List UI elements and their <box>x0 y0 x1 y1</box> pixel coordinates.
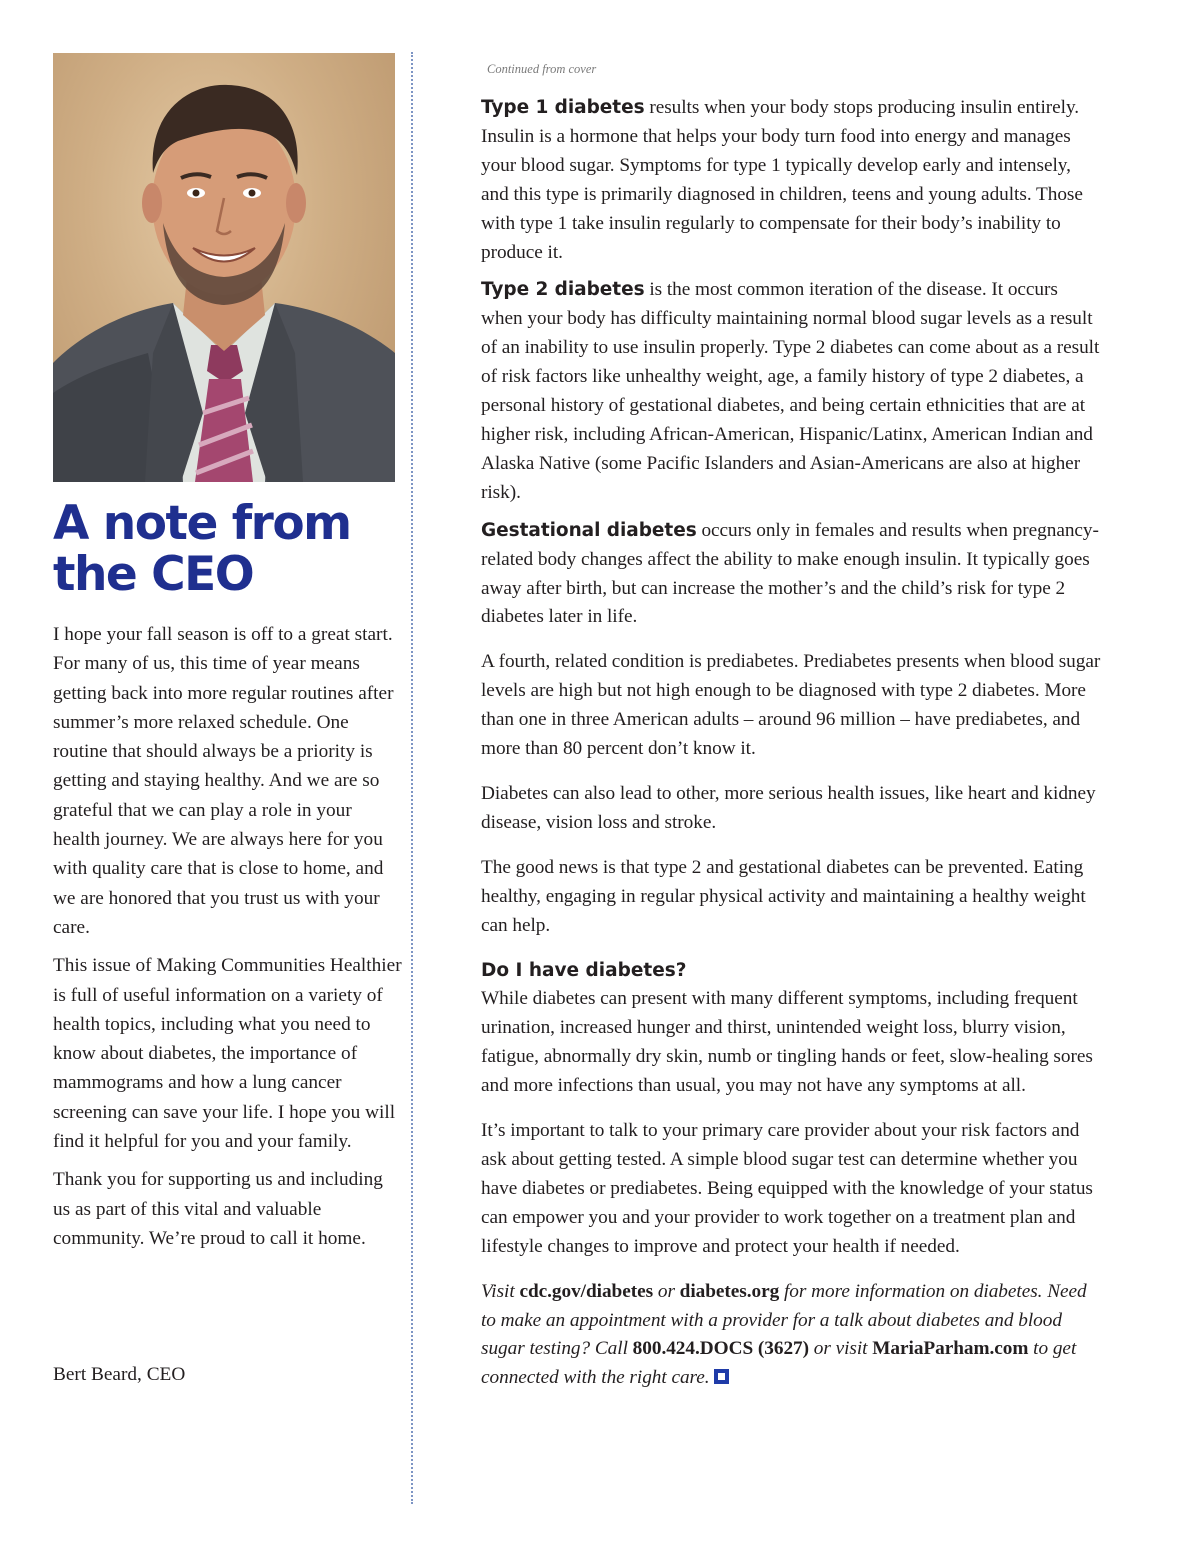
do-i-have-diabetes-heading: Do I have diabetes? <box>481 960 687 982</box>
cta-or-visit: or visit <box>809 1338 873 1360</box>
type1-paragraph <box>481 94 1101 267</box>
ceo-note-body <box>53 620 403 1262</box>
gestational-paragraph <box>481 517 1101 633</box>
ceo-note-title-line2: the CEO <box>53 547 254 602</box>
ceo-paragraph: This issue of Making Communities Healthier is full of useful information on a variety of health topics, including what you need to know about diabetes, the importance of mammograms and how a lung cancer screening can save your life. I hope you will find it helpful for you and your family. <box>53 955 402 1153</box>
ceo-paragraph: I hope your fall season is off to a great start. For many of us, this time of year means getting back into more regular routines after summer’s more relaxed schedule. One routine that should always be a priority is getting and staying healthy. And we are so grateful that we can play a role in your health journey. We are always here for you with quality care that is close to home, and we are honored that you trust us with your care. <box>53 624 394 938</box>
end-of-article-icon <box>714 1369 729 1384</box>
ceo-signature: Bert Beard, CEO <box>53 1364 186 1385</box>
type2-text: is the most common iteration of the disease. It occurs when your body has difficulty maintaining normal blood sugar levels as a result of an inability to use insulin properly. Type 2 diabetes can come about as a result of risk factors like unhealthy weight, age, a family history of type 2 diabetes, a personal history of gestational diabetes, and being certain ethnicities that are at higher risk, including African-American, Hispanic/Latinx, American Indian and Alaska Native (some Pacific Islanders and Asian-Americans are also at higher risk). <box>481 279 1100 503</box>
important-paragraph: It’s important to talk to your primary care provider about your risk factors and ask about getting tested. A simple blood sugar test can determine whether you have diabetes or prediabetes. Being equipped with the knowledge of your status can empower you and your provider to work together on a treatment plan and lifestyle changes to improve and protect your health if needed. <box>481 1120 1093 1257</box>
ceo-note-title-line1: A note from <box>53 496 351 551</box>
type1-lead: Type 1 diabetes <box>481 97 645 118</box>
call-to-action <box>481 1278 1101 1394</box>
symptoms-paragraph: While diabetes can present with many different symptoms, including frequent urination, increased hunger and thirst, unintended weight loss, blurry vision, fatigue, abnormally dry skin, numb or tingling hands or feet, slow-healing sores and more infections than usual, you may not have any symptoms at all. <box>481 988 1093 1097</box>
continued-note: Continued from cover <box>487 62 597 76</box>
mariaparham-link[interactable]: MariaParham.com <box>872 1338 1029 1360</box>
prediabetes-paragraph: A fourth, related condition is prediabetes. Prediabetes presents when blood sugar levels are high but not high enough to be diagnosed with type 2 diabetes. More than one in three American adults – around 96 million – have prediabetes, and more than 80 percent don’t know it. <box>481 651 1101 760</box>
cta-middle: for more information on diabetes. Need to make an appointment with a provider for a talk about diabetes and blood sugar testing? Call <box>481 1280 1087 1360</box>
cdc-link[interactable]: cdc.gov/diabetes <box>519 1280 654 1302</box>
good-news-paragraph: The good news is that type 2 and gestational diabetes can be prevented. Eating healthy, engaging in regular physical activity and maintaining a healthy weight can help. <box>481 856 1086 936</box>
diabetes-article <box>481 62 1101 1402</box>
ceo-photo <box>53 53 395 482</box>
column-divider <box>411 52 413 1504</box>
phone-number[interactable]: 800.424.DOCS (3627) <box>632 1338 810 1360</box>
gestational-lead: Gestational diabetes <box>481 519 697 541</box>
ceo-note-title <box>53 498 398 600</box>
type1-text: results when your body stops producing insulin entirely. Insulin is a hormone that helps your body turn food into energy and manages your blood sugar. Symptoms for type 1 typically develop early and intensely, and this type is primarily diagnosed in children, teens and young adults. Those with type 1 take insulin regularly to compensate for their body’s inability to produce it. <box>481 97 1083 263</box>
cta-or: or <box>653 1280 680 1302</box>
gestational-text: occurs only in females and results when pregnancy-related body changes affect the ability to make enough insulin. It typically goes away after birth, but can increase the mother’s and the child’s risk for type 2 diabetes later in life. <box>481 519 1099 628</box>
type2-lead: Type 2 diabetes <box>481 279 645 301</box>
cta-end: to get connected with the right care. <box>481 1338 1077 1389</box>
type2-paragraph <box>481 276 1101 507</box>
cta-visit: Visit <box>481 1280 520 1302</box>
diabetes-org-link[interactable]: diabetes.org <box>679 1280 780 1302</box>
ceo-paragraph: Thank you for supporting us and including us as part of this vital and valuable community. We’re proud to call it home. <box>53 1169 383 1249</box>
other-issues-paragraph: Diabetes can also lead to other, more serious health issues, like heart and kidney disease, vision loss and stroke. <box>481 782 1096 833</box>
